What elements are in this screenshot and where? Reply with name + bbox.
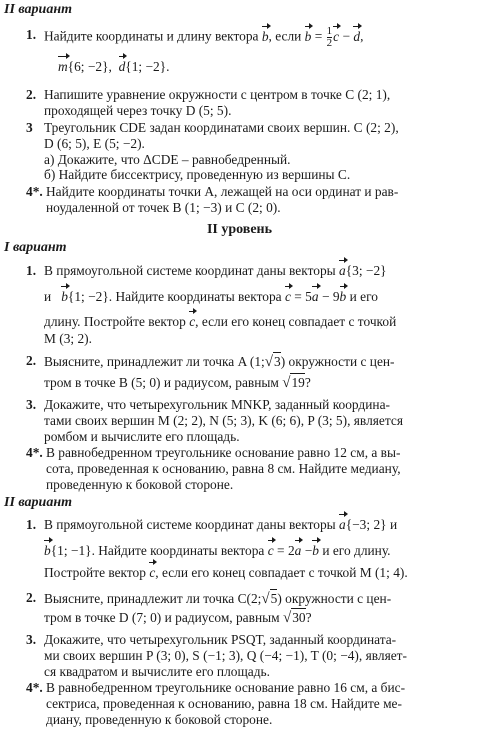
task-number: 3	[26, 120, 33, 135]
variant-heading: I вариант	[4, 240, 67, 255]
task-text: тами своих вершин M (2; 2), N (5; 3), K (6; 6), P (3; 5), является	[44, 413, 403, 428]
task-text: В прямоугольной системе координат даны векторы a{3; −2}	[44, 263, 387, 278]
task-number: 2.	[26, 87, 37, 102]
task-text: Треугольник CDE задан координатами своих вершин. C (2; 2),	[44, 120, 399, 135]
vector-d: d	[118, 59, 126, 74]
vector-c: c	[149, 565, 156, 580]
task-number: 3.	[26, 632, 37, 647]
task-text: диану, проведенную к боковой стороне.	[46, 712, 273, 727]
task-text: ся квадратом и вычислите его площадь.	[44, 664, 270, 679]
task-text: Напишите уравнение окружности с центром в точке C (2; 1),	[44, 87, 391, 102]
vector-b: b	[44, 543, 51, 558]
task-number: 2.	[26, 353, 37, 368]
task-number: 4*.	[26, 184, 43, 199]
task-number: 4*.	[26, 680, 43, 695]
task-text: В прямоугольной системе координат даны векторы a{−3; 2} и	[44, 517, 398, 532]
task-text: Докажите, что четырехугольник PSQT, заданный координата-	[44, 632, 397, 647]
task-text: Найдите координаты и длину вектора b, если b = $\frac{1}{2}$ c − d,	[44, 25, 364, 49]
task-number: 3.	[26, 397, 37, 412]
variant-heading: II вариант	[4, 2, 73, 17]
task-number: 2.	[26, 590, 37, 605]
vector-b: b	[61, 289, 68, 304]
fraction-half: $\frac{1}{2}$	[326, 25, 333, 49]
task-text: M (3; 2).	[44, 331, 92, 346]
task-text: сектриса, проведенная к основанию, равна 18 см. Найдите ме-	[46, 696, 402, 711]
task-text: В равнобедренном треугольнике основание равно 16 см, а бис-	[46, 680, 406, 695]
task-text: b{1; −1}. Найдите координаты вектора c = 2a −b и его длину.	[44, 543, 391, 558]
task-text: ромбом и вычислите его площадь.	[44, 429, 240, 444]
vector-c: c	[189, 314, 196, 329]
task-text: проходящей через точку D (5; 5).	[44, 103, 232, 118]
task-text: D (6; 5), E (5; −2).	[44, 136, 145, 151]
task-number: 1.	[26, 517, 37, 532]
task-text: В равнобедренном треугольнике основание равно 12 см, а вы-	[46, 445, 401, 460]
sqrt-value: 19	[291, 375, 305, 390]
vector-a: a	[339, 517, 346, 532]
task-text: а) Докажите, что ΔCDE – равнобедренный.	[44, 152, 291, 167]
task-text: Выясните, принадлежит ли точка C(2;√5) окружности с цен-	[44, 591, 392, 607]
task-text: m{6; −2}, d{1; −2}.	[58, 59, 170, 74]
vector-m: m	[58, 59, 68, 74]
vector-c: c	[284, 289, 291, 304]
sqrt-value: 30	[292, 610, 306, 625]
vector-b: b	[304, 28, 312, 44]
task-text: и b{1; −2}. Найдите координаты вектора c = 5a − 9b и его	[44, 289, 378, 304]
variant-heading: II вариант	[4, 495, 73, 510]
task-number: 1.	[26, 263, 37, 278]
task-text: ноудаленной от точек B (1; −3) и C (2; 0).	[46, 200, 281, 215]
sqrt-value: 5	[270, 591, 278, 606]
task-text: Выясните, принадлежит ли точка A (1;√3) окружности с цен-	[44, 354, 395, 370]
vector-a: a	[339, 263, 346, 278]
task-text: б) Найдите биссектрису, проведенную из вершины C.	[44, 167, 351, 182]
task-number: 4*.	[26, 445, 43, 460]
sqrt-value: 3	[273, 354, 281, 369]
task-text: ми своих вершин P (3; 0), S (−1; 3), Q (−4; −1), T (0; −4), являет-	[44, 648, 407, 663]
level-heading: II уровень	[206, 222, 273, 237]
task-text: сота, проведенная к основанию, равна 8 см. Найдите медиану,	[46, 461, 401, 476]
task-text: тром в точке D (7; 0) и радиусом, равным √30?	[44, 610, 312, 626]
vector-c: c	[267, 543, 274, 558]
task-text: длину. Постройте вектор c, если его конец совпадает с точкой	[44, 314, 397, 329]
task-text: проведенную к боковой стороне.	[46, 477, 234, 492]
task-text: тром в точке B (5; 0) и радиусом, равным √19?	[44, 375, 311, 391]
task-text: Докажите, что четырехугольник MNKP, заданный координа-	[44, 397, 390, 412]
vector-b: b	[261, 28, 269, 44]
task-text: Постройте вектор c, если его конец совпадает с точкой M (1; 4).	[44, 565, 408, 580]
task-number: 1.	[26, 27, 37, 42]
task-text: Найдите координаты точки A, лежащей на оси ординат и рав-	[46, 184, 399, 199]
